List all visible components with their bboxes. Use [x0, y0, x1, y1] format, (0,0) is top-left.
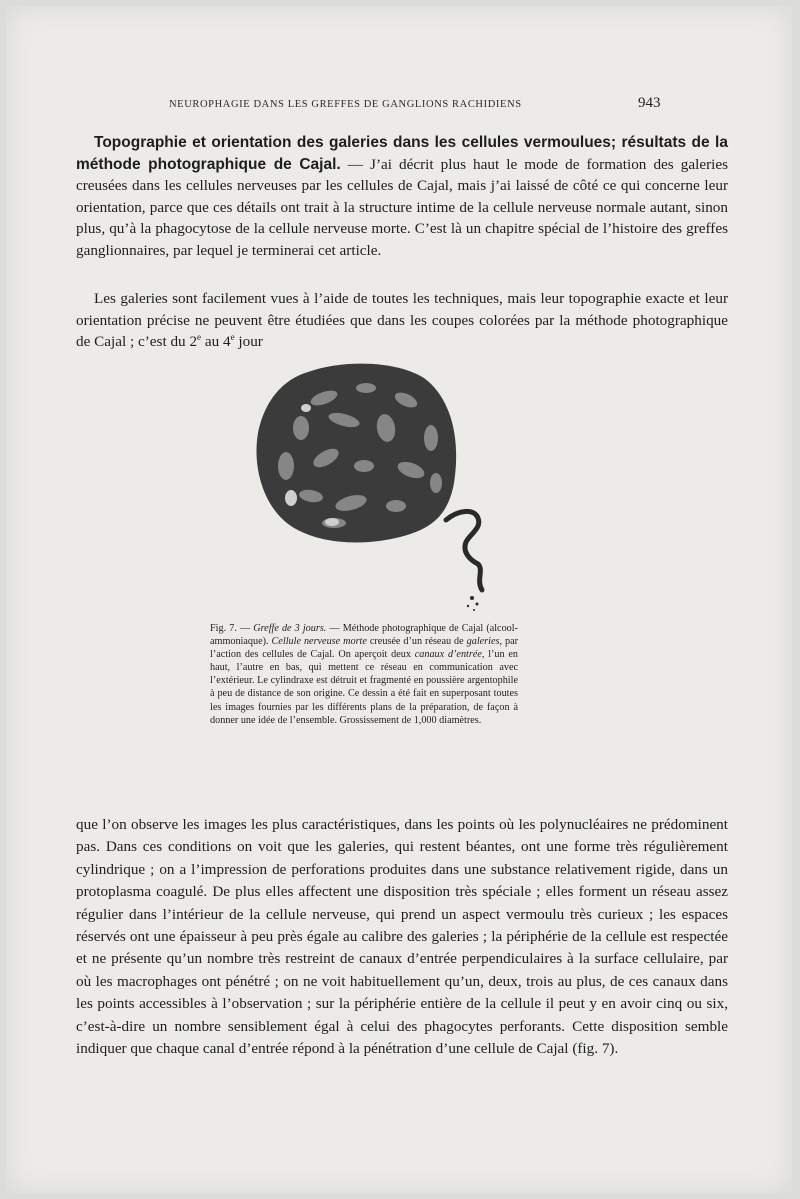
paragraph-3: que l’on observe les images les plus caractéristiques, dans les points où les polynucléaires ne prédominent pas. Dans ces conditions on voit que les galeries, qui restent béantes, ont une forme très régulièrement cylindrique ; on a l’impression de perforations produites dans une substance relativement rigide, dans un protoplasma coagulé. De plus elles affectent une disposition très spéciale ; elles forment un réseau assez régulier dans l’intérieur de la cellule nerveuse, qui prend un aspect vermoulu très curieux ; les espaces réservés ont une épaisseur à peu près égale au calibre des galeries ; la périphérie de la cellule est respectée et ne présente qu’un nombre très restreint de canaux d’entrée perpendiculaires à la surface cellulaire, par où les macrophages ont pénétré ; on ne voit habituellement qu’un, deux, trois au plus, de ces canaux dans les points accessibles à l’observation ; sur la périphérie entière de la cellule il peut y en avoir cinq ou six, c’est-à-dire un nombre sensiblement égal à celui des phagocytes perforants. Cette disposition semble indiquer que chaque canal d’entrée répond à la pénétration d’une cellule de Cajal (fig. 7).	[76, 816, 728, 1058]
caption-text: — Méthode photographique de Cajal (alcool-ammoniaque).	[210, 623, 518, 648]
paragraph-2-text-b: au 4	[201, 333, 231, 350]
paragraph-2-text-c: jour	[234, 333, 263, 350]
argentophile-dust	[467, 596, 479, 611]
superscript-e: e	[230, 331, 235, 342]
caption-text: —	[236, 623, 254, 634]
caption-italic: Cellule nerveuse morte	[271, 636, 367, 648]
figure-7-nerve-cell-drawing	[246, 358, 506, 613]
caption-italic: Greffe de 3 jours.	[253, 623, 327, 634]
running-title: NEUROPHAGIE DANS LES GREFFES DE GANGLIONS RACHIDIENS	[169, 99, 522, 110]
caption-label: Fig. 7.	[210, 623, 237, 634]
section-title: Topographie et orientation des galeries dans les cellules vermoulues; résultats de la méthode photographique de Cajal.	[76, 134, 728, 173]
figure-caption	[210, 622, 518, 727]
caption-text: creusée d’un réseau de	[366, 636, 467, 648]
page-number: 943	[638, 95, 661, 111]
axon-entry-canal	[446, 511, 482, 590]
page	[6, 6, 792, 1193]
caption-italic: canaux d’entrée,	[414, 649, 485, 661]
paragraph-2	[76, 288, 728, 353]
caption-italic: galeries,	[466, 636, 503, 648]
paragraph-1	[76, 132, 728, 261]
caption-text: par l’action des cellules de Cajal. On aperçoit deux	[210, 636, 519, 661]
caption-text: l’un en haut, l’autre en bas, qui mettent ce réseau en communication avec l’extérieur. Le cylindraxe est détruit et fragmenté en poussière argentophile à peu de distance de son origine. Ce dessin a été fait en superposant toutes les images fournies par les différents plans de la préparation, de façon à donner une idée de l’ensemble. Grossissement de 1,000 diamètres.	[210, 649, 519, 726]
paragraph-2-text-a: Les galeries sont facilement vues à l’aide de toutes les techniques, mais leur topographie exacte et leur orientation précise ne peuvent être étudiées que dans les coupes colorées par la méthode photographique de Cajal ; c’est du 2	[76, 290, 728, 350]
paragraph-1-text: — J’ai décrit plus haut le mode de formation des galeries creusées dans les cellules nerveuses par les cellules de Cajal, mais j’ai laissé de côté ce qui concerne leur orientation, parce que ces détails ont trait à la structure intime de la cellule nerveuse normale autant, sinon plus, qu’à la phagocytose de la cellule nerveuse morte. C’est là un chapitre spécial de l’histoire des greffes ganglionnaires, par lequel je terminerai cet article.	[76, 155, 728, 259]
superscript-e: e	[197, 331, 202, 342]
